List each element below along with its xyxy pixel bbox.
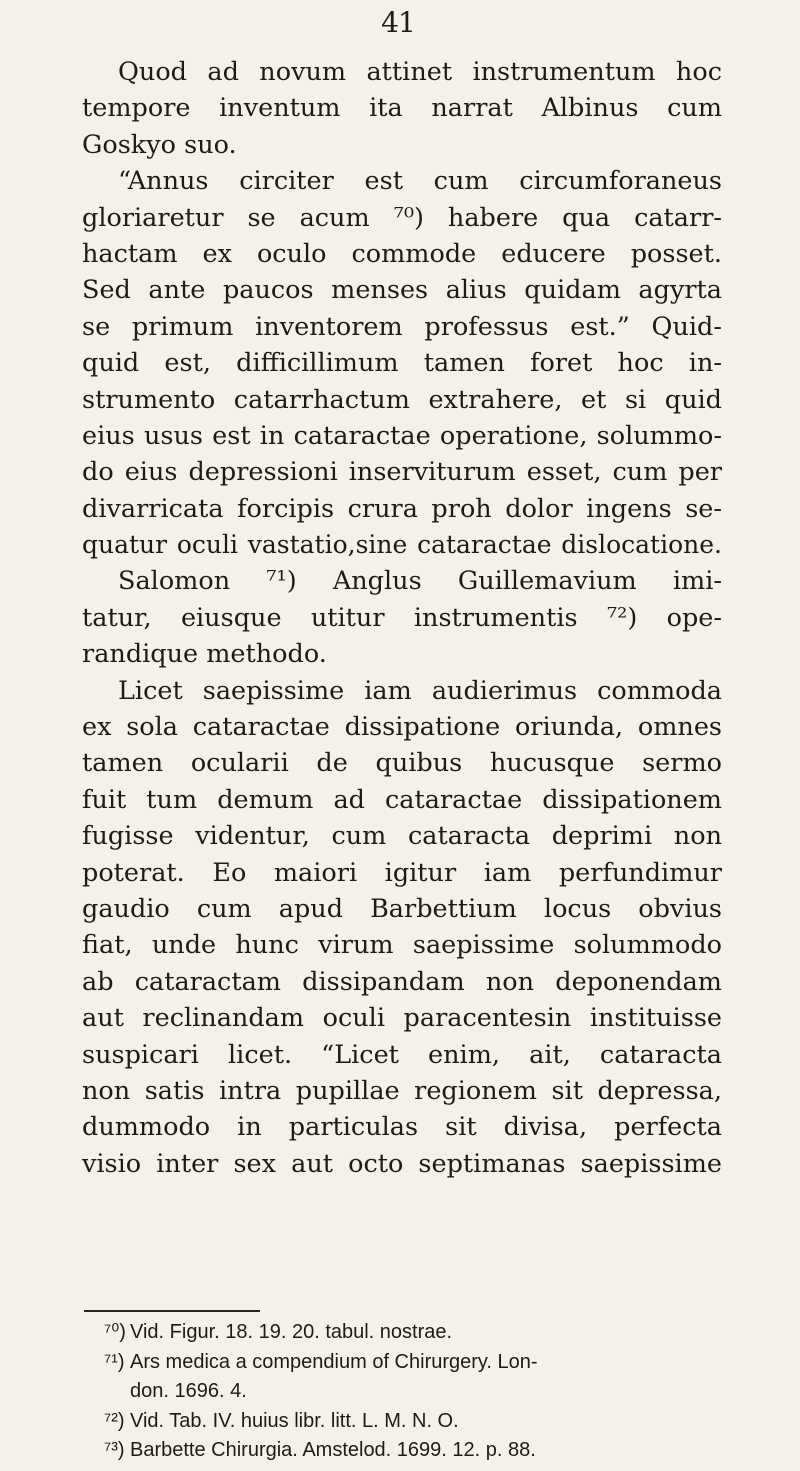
text-line: tempore inventum ita narrat Albinus cum	[82, 93, 722, 124]
text-line: Licet saepissime iam audierimus commoda	[118, 675, 722, 706]
text-line: gaudio cum apud Barbettium locus obvius	[82, 893, 722, 924]
text-line: strumento catarrhactum extrahere, et si quid	[82, 384, 722, 415]
text-line: non satis intra pupillae regionem sit depressa,	[82, 1075, 722, 1106]
text-line: ex sola cataractae dissipatione oriunda, omnes	[82, 712, 722, 743]
footnote-rule	[84, 1310, 260, 1312]
text-line: poterat. Eo maiori igitur iam perfundimur	[82, 857, 722, 888]
footnote-mark: ⁷³)	[104, 1439, 125, 1461]
footnote	[104, 1377, 724, 1407]
text-line: “Annus circiter est cum circumforaneus	[118, 166, 722, 197]
text-line: gloriaretur se acum ⁷⁰) habere qua catarr-	[82, 202, 722, 233]
text-line: Sed ante paucos menses alius quidam agyrta	[82, 275, 722, 306]
page-number: 41	[381, 6, 415, 39]
text-line: suspicari licet. “Licet enim, ait, cataracta	[82, 1039, 722, 1070]
text-line: quatur oculi vastatio,sine cataractae dislocatione.	[82, 530, 722, 560]
text-line: fiat, unde hunc virum saepissime solummodo	[82, 930, 722, 961]
text-line: tamen ocularii de quibus hucusque sermo	[82, 748, 722, 779]
footnote-text: Vid. Figur. 18. 19. 20. tabul. nostrae.	[130, 1321, 453, 1343]
text-line: fuit tum demum ad cataractae dissipationem	[82, 784, 722, 815]
text-line: divarricata forcipis crura proh dolor ingens se-	[82, 493, 722, 524]
text-line: dummodo in particulas sit divisa, perfecta	[82, 1112, 722, 1143]
footnote-mark: ⁷²)	[104, 1409, 125, 1432]
text-line: tatur, eiusque utitur instrumentis ⁷²) ope-	[82, 602, 722, 633]
text-line: ab cataractam dissipandam non deponendam	[82, 966, 722, 997]
text-line: aut reclinandam oculi paracentesin instituisse	[82, 1003, 722, 1034]
footnote	[104, 1348, 724, 1378]
footnote-text: Vid. Tab. IV. huius libr. litt. L. M. N. O.	[130, 1409, 459, 1432]
footnote	[104, 1407, 724, 1437]
text-line: se primum inventorem professus est.” Quid-	[82, 311, 722, 342]
text-line: Goskyo suo.	[82, 129, 237, 160]
footnote	[104, 1318, 724, 1348]
footnote-mark: ⁷⁰)	[104, 1321, 126, 1343]
footnote-text: Barbette Chirurgia. Amstelod. 1699. 12. p. 88.	[130, 1439, 536, 1461]
footnote-mark: ⁷¹)	[104, 1350, 125, 1373]
footnote-text: don. 1696. 4.	[130, 1380, 247, 1402]
text-line: fugisse videntur, cum cataracta deprimi non	[82, 821, 722, 852]
text-line: Quod ad novum attinet instrumentum hoc	[118, 57, 722, 87]
text-line: hactam ex oculo commode educere posset.	[82, 238, 722, 269]
text-line: quid est, difficillimum tamen foret hoc in-	[82, 348, 722, 379]
text-line: eius usus est in cataractae operatione, solummo-	[82, 420, 722, 451]
text-line: visio inter sex aut octo septimanas saepissime	[82, 1148, 722, 1179]
text-line: Salomon ⁷¹) Anglus Guillemavium imi-	[118, 566, 722, 597]
footnotes	[104, 1318, 724, 1466]
footnote	[104, 1436, 724, 1466]
text-line: do eius depressioni inserviturum esset, cum per	[82, 457, 722, 488]
text-line: randique methodo.	[82, 639, 327, 670]
main-text	[82, 54, 722, 1182]
footnote-text: Ars medica a compendium of Chirurgery. Lon-	[130, 1350, 538, 1373]
